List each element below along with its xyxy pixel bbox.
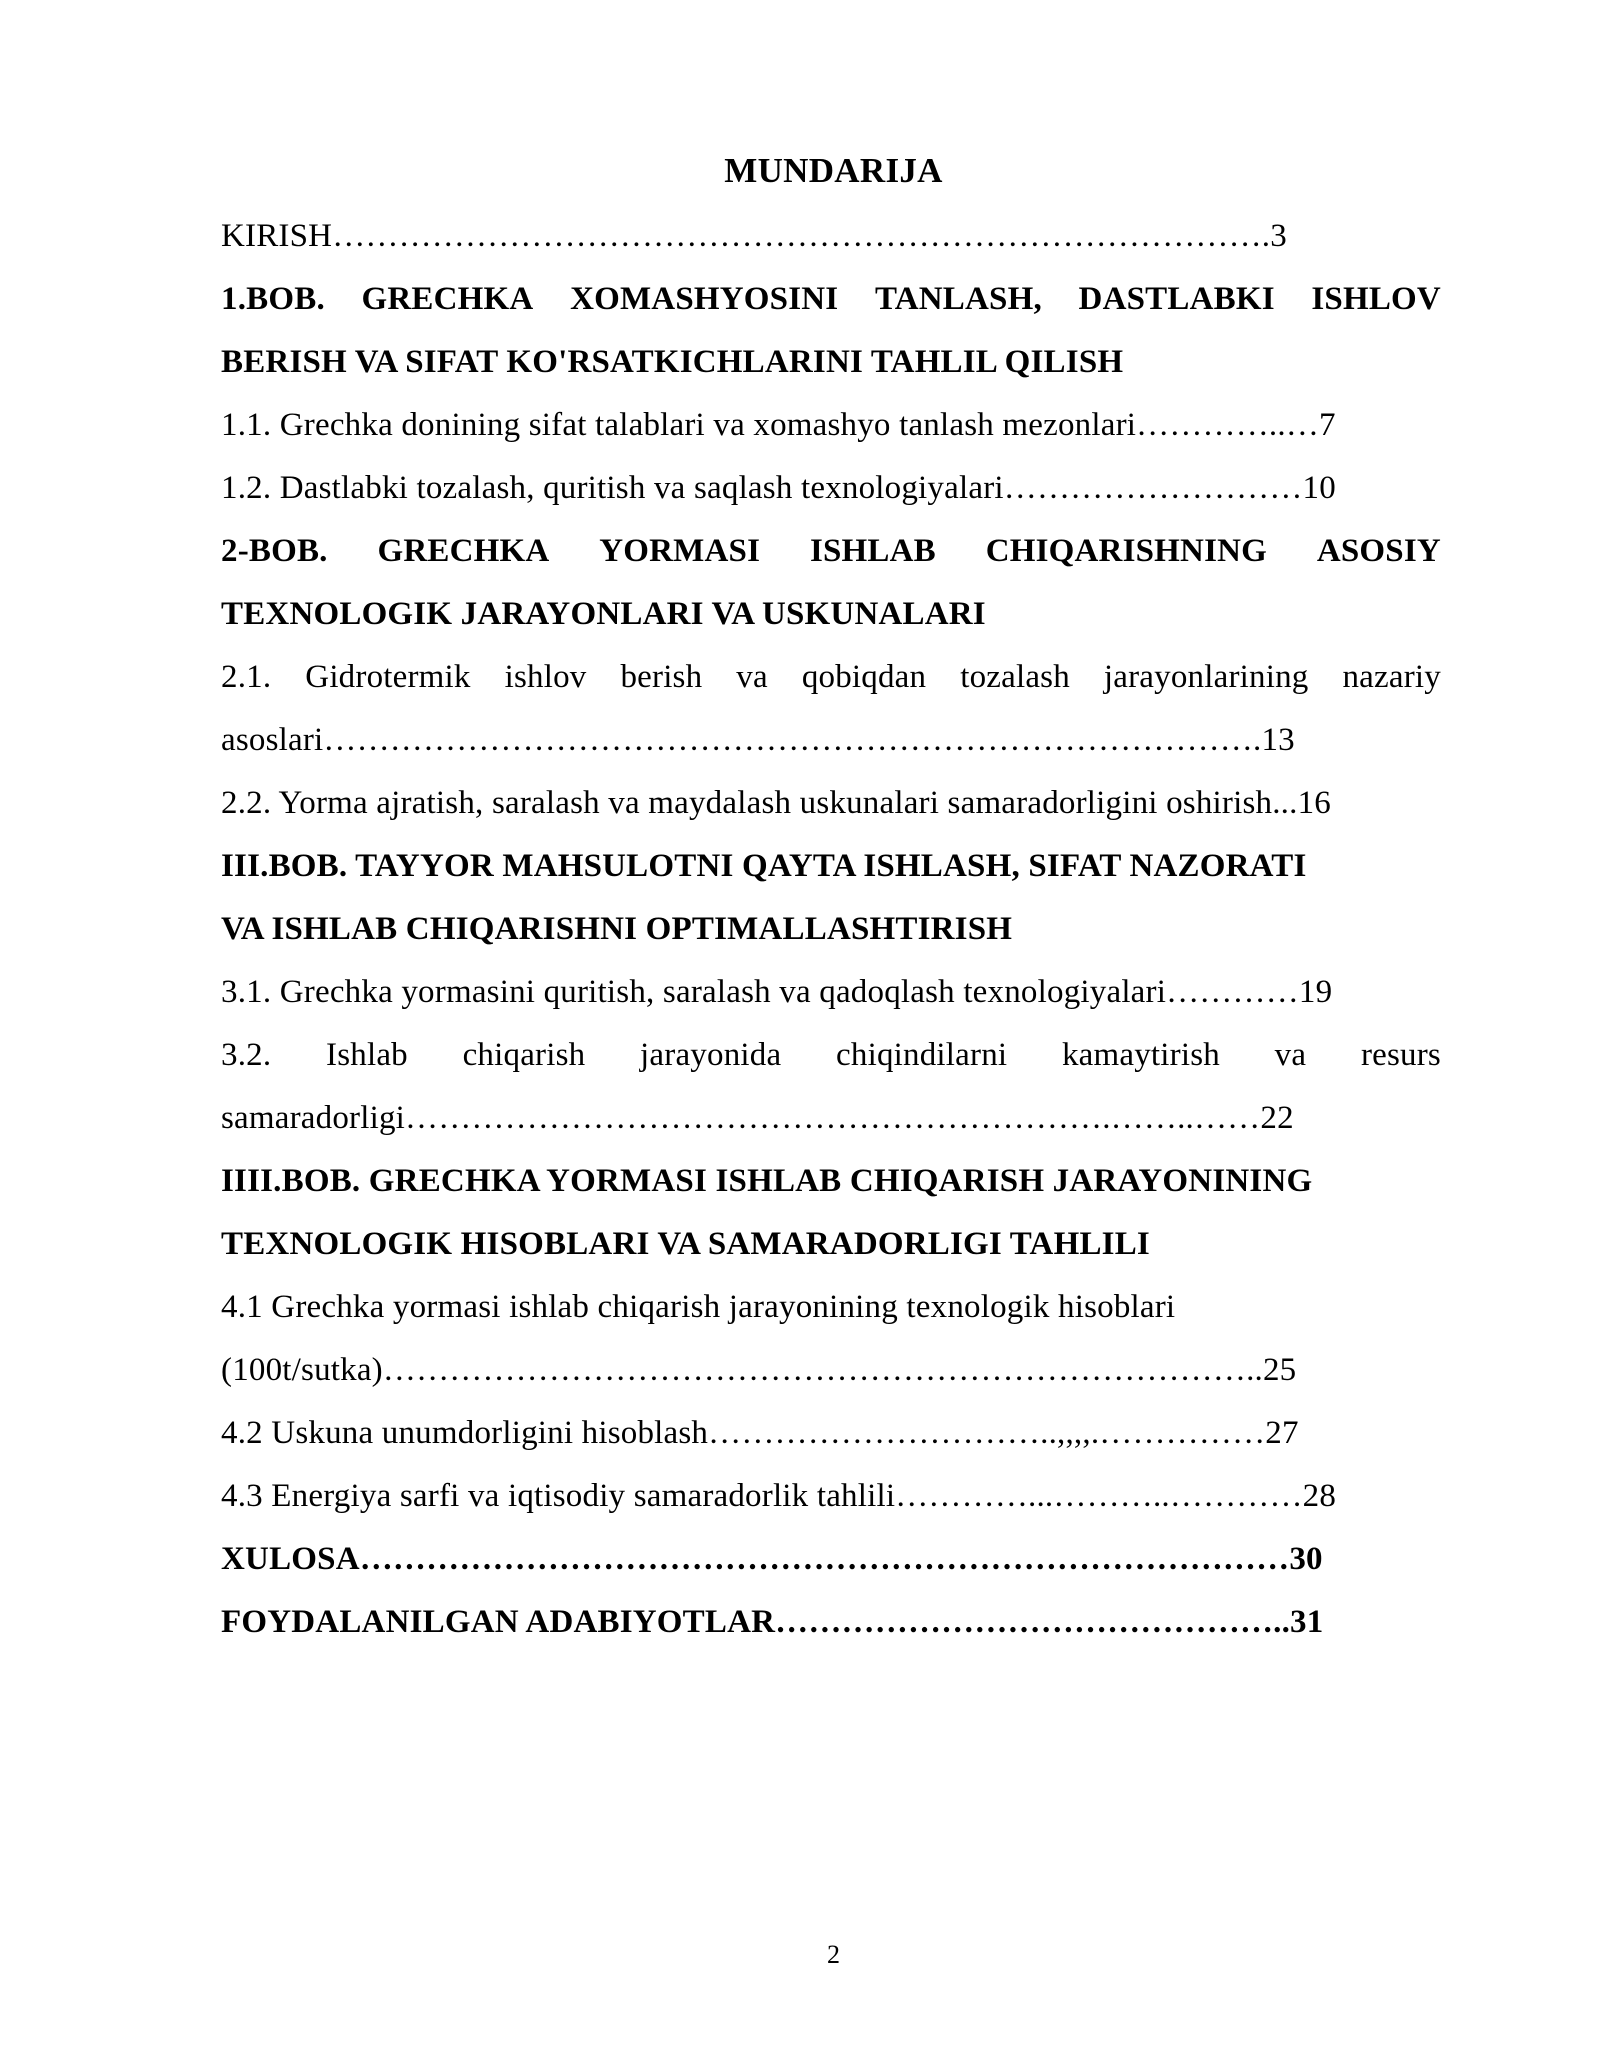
entry-word: Ishlab — [326, 1037, 408, 1073]
entry-word: Gidrotermik — [305, 659, 471, 695]
toc-title: MUNDARIJA — [724, 151, 943, 190]
heading-word: ASOSIY — [1316, 533, 1441, 569]
entry-word: ishlov — [504, 659, 587, 695]
heading-word: 2-BOB. — [221, 533, 328, 569]
toc-chapter-1-heading-line-1 — [221, 268, 1441, 331]
toc-entry-1-2: 1.2. Dastlabki tozalash, quritish va saqlash texnologiyalari………………………10 — [221, 470, 1336, 506]
entry-word: 3.2. — [221, 1037, 272, 1073]
entry-word: chiqarish — [462, 1037, 586, 1073]
heading-word: CHIQARISHNING — [985, 533, 1268, 569]
heading-word: DASTLABKI — [1078, 281, 1275, 317]
heading-word: ISHLOV — [1311, 281, 1441, 317]
toc-chapter-2-heading-line-1 — [221, 520, 1441, 583]
heading-word: GRECHKA — [377, 533, 550, 569]
toc-entry-adabiyotlar: FOYDALANILGAN ADABIYOTLAR………………………………………..31 — [221, 1604, 1324, 1640]
toc-entry-2-1-line-2: asoslari………………………………………………………………………….13 — [221, 722, 1295, 758]
entry-word: chiqindilarni — [836, 1037, 1008, 1073]
heading-word: ISHLAB — [809, 533, 936, 569]
toc-entry-3-1: 3.1. Grechka yormasini quritish, saralash va qadoqlash texnologiyalari…………19 — [221, 974, 1333, 1010]
toc-entry-4-3: 4.3 Energiya sarfi va iqtisodiy samaradorlik tahlili…………...………..…………28 — [221, 1478, 1337, 1514]
table-of-contents — [221, 205, 1441, 1654]
page-number: 2 — [827, 1940, 840, 1969]
entry-word: qobiqdan — [801, 659, 927, 695]
toc-entry-4-1-line-2: (100t/sutka)……………………………………………………………………..25 — [221, 1352, 1297, 1388]
entry-word: berish — [620, 659, 703, 695]
entry-word: jarayonida — [640, 1037, 782, 1073]
entry-word: nazariy — [1342, 659, 1441, 695]
toc-chapter-1-heading-line-2: BERISH VA SIFAT KO'RSATKICHLARINI TAHLIL QILISH — [221, 344, 1124, 380]
entry-word: tozalash — [960, 659, 1070, 695]
heading-word: YORMASI — [599, 533, 761, 569]
toc-entry-3-2-line-1 — [221, 1024, 1441, 1087]
entry-word: va — [736, 659, 768, 695]
entry-word: kamaytirish — [1061, 1037, 1220, 1073]
heading-word: GRECHKA — [361, 281, 534, 317]
toc-chapter-3-heading-line-1: III.BOB. TAYYOR MAHSULOTNI QAYTA ISHLASH, SIFAT NAZORATI — [221, 848, 1307, 884]
toc-chapter-4-heading-line-2: TEXNOLOGIK HISOBLARI VA SAMARADORLIGI TAHLILI — [221, 1226, 1150, 1262]
toc-entry-4-1-line-1: 4.1 Grechka yormasi ishlab chiqarish jarayonining texnologik hisoblari — [221, 1289, 1176, 1325]
heading-word: 1.BOB. — [221, 281, 325, 317]
toc-entry-kirish: KIRISH………………………………………………………………………….3 — [221, 218, 1287, 254]
toc-entry-2-2: 2.2. Yorma ajratish, saralash va maydalash uskunalari samaradorligini oshirish...16 — [221, 785, 1331, 821]
toc-entry-xulosa: XULOSA…………………………………………………………………………30 — [221, 1541, 1323, 1577]
toc-entry-4-2: 4.2 Uskuna unumdorligini hisoblash…………………………..,,,,.……………27 — [221, 1415, 1299, 1451]
toc-chapter-2-heading-line-2: TEXNOLOGIK JARAYONLARI VA USKUNALARI — [221, 596, 986, 632]
entry-word: 2.1. — [221, 659, 272, 695]
toc-entry-1-1: 1.1. Grechka donining sifat talablari va xomashyo tanlash mezonlari…………..…7 — [221, 407, 1336, 443]
entry-word: va — [1274, 1037, 1307, 1073]
entry-word: resurs — [1360, 1037, 1441, 1073]
toc-entry-2-1-line-1 — [221, 646, 1441, 709]
heading-word: XOMASHYOSINI — [570, 281, 839, 317]
toc-entry-3-2-line-2: samaradorligi……………………………………………………….……..……22 — [221, 1100, 1294, 1136]
toc-chapter-4-heading-line-1: IIII.BOB. GRECHKA YORMASI ISHLAB CHIQARISH JARAYONINING — [221, 1163, 1313, 1199]
entry-word: jarayonlarining — [1103, 659, 1309, 695]
toc-chapter-3-heading-line-2: VA ISHLAB CHIQARISHNI OPTIMALLASHTIRISH — [221, 911, 1013, 947]
heading-word: TANLASH, — [874, 281, 1042, 317]
